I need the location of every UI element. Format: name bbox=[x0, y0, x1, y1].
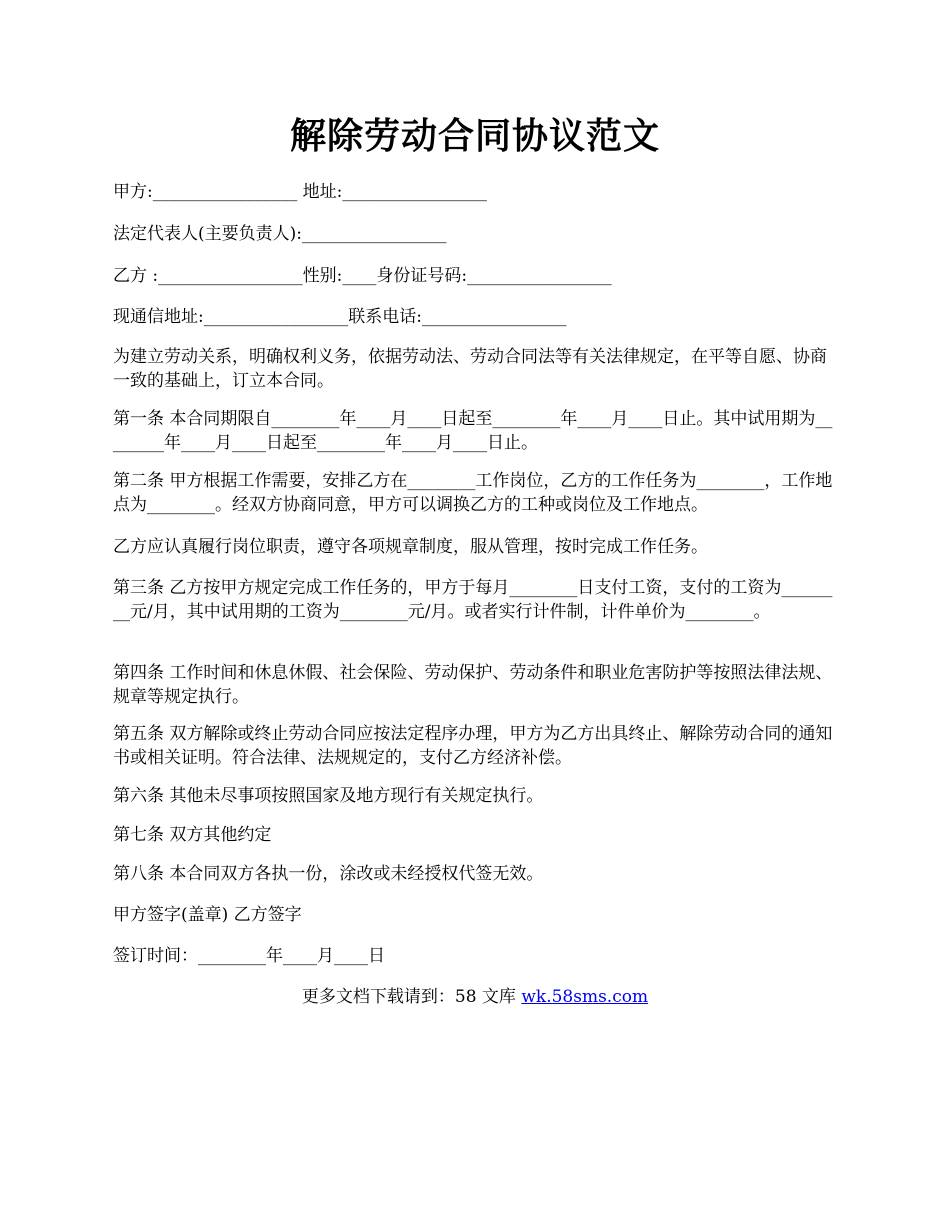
article-2-paragraph: 第二条 甲方根据工作需要，安排乙方在________工作岗位，乙方的工作任务为________，工作地点为________。经双方协商同意，甲方可以调换乙方的工种或岗位及工作地点。 bbox=[113, 471, 833, 515]
party-b-line: 乙方 :_________________性别:____身份证号码:_________________ bbox=[113, 266, 612, 286]
download-footer bbox=[0, 985, 950, 1009]
signing-date-line: 签订时间：________年____月____日 bbox=[113, 946, 385, 966]
preamble-paragraph: 为建立劳动关系，明确权利义务，依据劳动法、劳动合同法等有关法律规定，在平等自愿、协商一致的基础上，订立本合同。 bbox=[113, 347, 827, 391]
party-a-line: 甲方:_________________ 地址:_________________ bbox=[113, 182, 487, 202]
article-8-paragraph: 第八条 本合同双方各执一份，涂改或未经授权代签无效。 bbox=[113, 864, 544, 884]
contact-address-line: 现通信地址:_________________联系电话:_________________ bbox=[113, 307, 567, 327]
duty-paragraph: 乙方应认真履行岗位职责，遵守各项规章制度，服从管理，按时完成工作任务。 bbox=[113, 537, 708, 557]
article-4-paragraph: 第四条 工作时间和休息休假、社会保险、劳动保护、劳动条件和职业危害防护等按照法律法规、规章等规定执行。 bbox=[113, 663, 833, 707]
footer-text: 更多文档下载请到：58 文库 bbox=[301, 987, 522, 1007]
article-5-paragraph: 第五条 双方解除或终止劳动合同应按法定程序办理，甲方为乙方出具终止、解除劳动合同的通知书或相关证明。符合法律、法规规定的，支付乙方经济补偿。 bbox=[113, 724, 833, 768]
legal-representative-line: 法定代表人(主要负责人):_________________ bbox=[113, 224, 447, 244]
article-7-paragraph: 第七条 双方其他约定 bbox=[113, 825, 272, 845]
article-6-paragraph: 第六条 其他未尽事项按照国家及地方现行有关规定执行。 bbox=[113, 786, 544, 806]
article-3-paragraph: 第三条 乙方按甲方规定完成工作任务的，甲方于每月________日支付工资，支付的工资为________元/月，其中试用期的工资为________元/月。或者实行计件制，计件单价为________。 bbox=[113, 578, 833, 622]
signature-line: 甲方签字(盖章) 乙方签字 bbox=[113, 905, 302, 925]
footer-link[interactable]: wk.58sms.com bbox=[521, 987, 649, 1007]
article-1-paragraph: 第一条 本合同期限自________年____月____日起至________年____月____日止。其中试用期为________年____月____日起至________年____月____日止。 bbox=[113, 409, 833, 453]
document-title: 解除劳动合同协议范文 bbox=[289, 115, 660, 157]
